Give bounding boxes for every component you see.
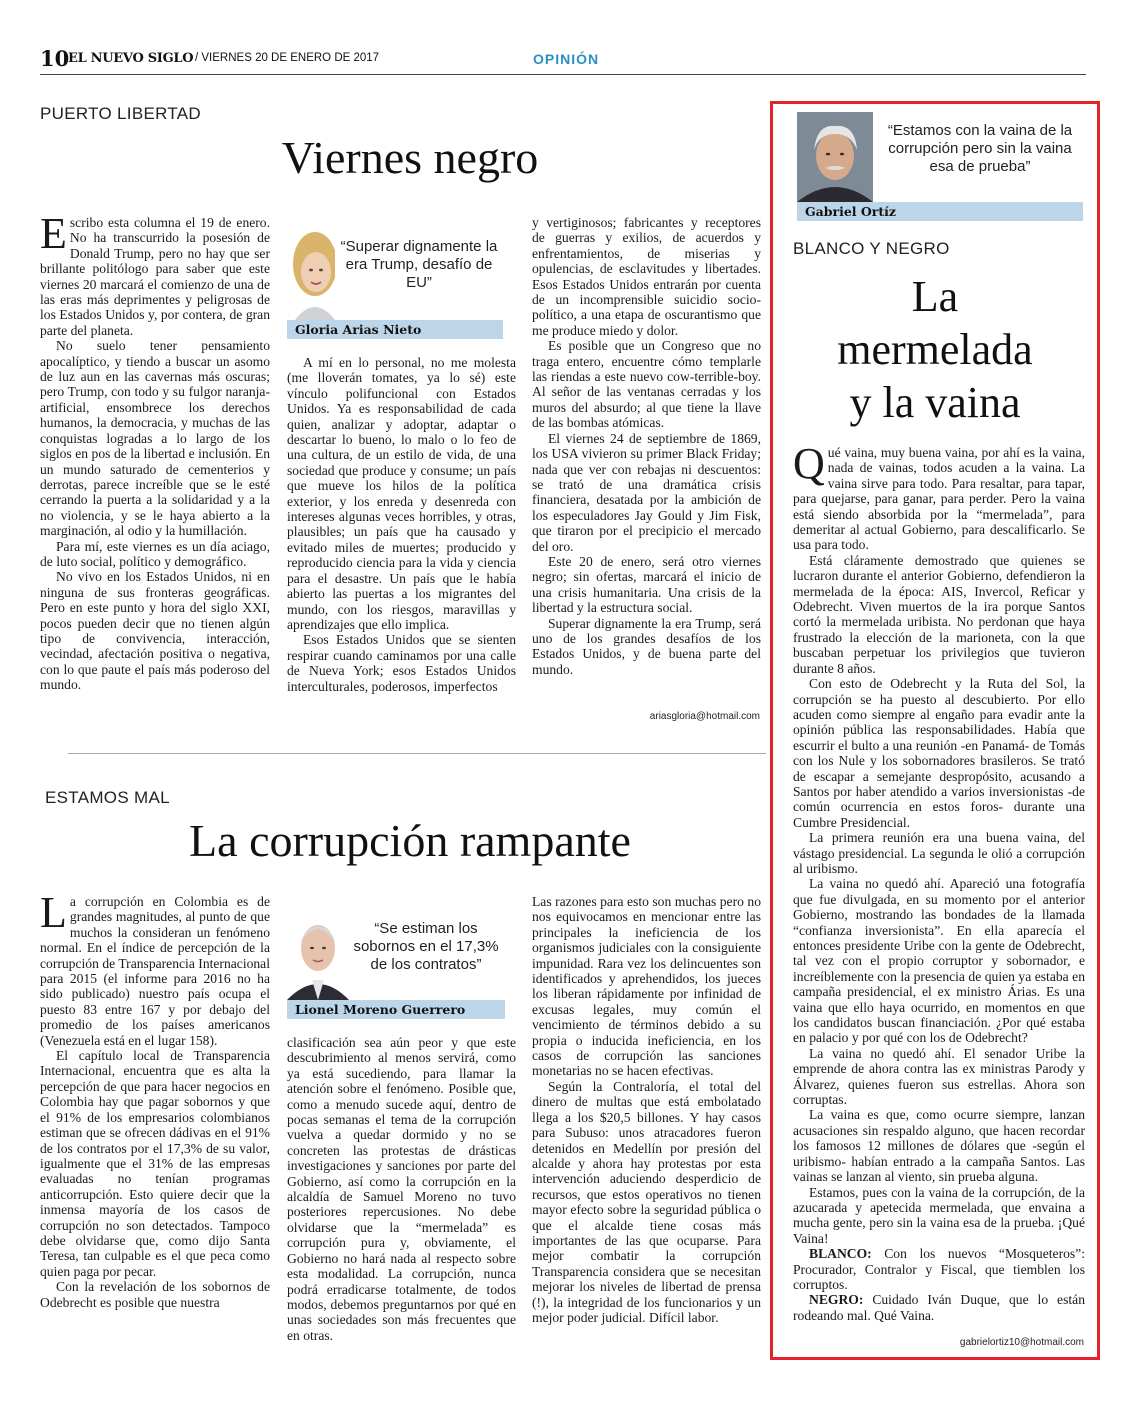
article1-paragraph: y vertiginosos; fabricantes y receptores de guerras y exilios, de acuerdos y enfrentamientos, de miserias y opulencias, de esclavitudes y libertades. Esos Estados Unidos entrarán por cuenta de un incomprensible suicidio socio-político, a una etapa de oscurantismo que me produce miedo y dolor. bbox=[532, 215, 761, 338]
article3-paragraph: La vaina no quedó ahí. El senador Uribe la emprende de ahora contra las ex ministras Parody y Álvarez, quienes fueron sus estrellas. Ahora son corruptas. bbox=[793, 1045, 1085, 1108]
article1-paragraph: Superar dignamente la era Trump, será uno de los grandes desafíos de los Estados Unidos, y de buena parte del mundo. bbox=[532, 615, 761, 677]
article3-title bbox=[785, 270, 1085, 429]
blanco-label: BLANCO: bbox=[809, 1246, 872, 1262]
article3-section-label: BLANCO Y NEGRO bbox=[793, 239, 950, 258]
article1-author-email[interactable]: ariasgloria@hotmail.com bbox=[649, 711, 760, 722]
author-photo-icon bbox=[287, 906, 349, 1000]
article3-pull-quote: “Estamos con la vaina de la corrupción pero sin la vaina esa de prueba” bbox=[887, 122, 1073, 175]
article3-dropcap: Q bbox=[793, 439, 825, 488]
author-portrait bbox=[797, 112, 873, 202]
article1-author-name: Gloria Arias Nieto bbox=[287, 320, 503, 339]
article1-column-2 bbox=[287, 355, 516, 725]
article3-paragraph: La vaina no quedó ahí. Apareció una fotografía que fue divulgada, en su momento por el anterior Gobierno, mostrando las bondades de la llamada “confianza inversionista”. En ella aparecía el entonces presidente Uribe con la gente de Odebrecht, tal vez con el propio corruptor y sobornador, e increíblemente con la presencia de quien ya estaba en campaña presidencial, el ex ministro Árias. Es una vaina que ello haya ocurrido, en momentos en que los candidatos buscan financiación. ¿Por qué estaba en palacio y por qué con los de Odebrecht? bbox=[793, 876, 1085, 1046]
article2-paragraph: Según la Contraloría, el total del dinero de multas que está embolatado llega a los $20,5 billones. Y hay casos para Subuso: unos atracadores fueron detenidos en Medellín por presión del alcalde y ahora hay protestas por esta intervención aduciendo desperdicio de recursos, que estos operativos no tienen mayor efecto sobre la seguridad pública o que el alcalde tiene cosas más importantes de las que ocuparse. Para mejor combatir la corrupción Transparencia considera que se necesitan mejorar los niveles de libertad de prensa (!), la integridad de los funcionarios y un mejor poder judicial. Difícil labor. bbox=[532, 1078, 761, 1325]
article1-paragraph: scribo esta columna el 19 de enero. No ha transcurrido la posesión de Donald Trump, pero no hay que ser brillante politólogo para saber que este viernes 20 marcará el comienzo de una de las eras más deprimentes y peligrosas de los Estados Unidos y, por contera, de gran parte del planeta. bbox=[40, 215, 270, 338]
article1-paragraph: El viernes 24 de septiembre de 1869, los USA vivieron su primer Black Friday; nada que ver con rebajas ni descuentos: se trató de una dramática crisis financiera, desatada por la ambición de los especuladores Jay Gould y Jim Fisk, que tiraron por el precipicio el mercado del oro. bbox=[532, 430, 761, 554]
article1-title: Viernes negro bbox=[281, 132, 539, 183]
article1-column-3 bbox=[532, 215, 761, 710]
negro-note bbox=[793, 1292, 1085, 1323]
section-name: OPINIÓN bbox=[533, 51, 600, 67]
article-divider bbox=[68, 753, 766, 754]
article3-paragraph: Estamos, pues con la vaina de la corrupción, de la azucarada y apetecida mermelada, que envaina a mucha gente, pero sin la vaina esa de la prueba. ¡Qué Vaina! bbox=[793, 1184, 1085, 1246]
page-number: 10 bbox=[40, 46, 70, 71]
article1-paragraph: Es posible que un Congreso que no traga entero, encuentre cómo templarle las riendas a este nuevo cow-terrible-boy. Al señor de las ventanas cerradas y los muros del absurdo; al que tiene la llave de las bombas atómicas. bbox=[532, 338, 761, 431]
article2-dropcap: L bbox=[40, 888, 67, 937]
article2-section-label: ESTAMOS MAL bbox=[45, 788, 170, 807]
paper-name: EL NUEVO SIGLO bbox=[68, 51, 194, 66]
article3-paragraph: La primera reunión era una buena vaina, del vástago presidencial. La segunda le olió a corrupción al uribismo. bbox=[793, 830, 1085, 876]
article2-paragraph: clasificación sea aún peor y que este descubrimiento al menos servirá, como ya está sucediendo, para llamar la atención sobre el fenómeno. Posible que, como a menudo sucede aquí, dentro de pocas semanas el tema de la corrupción vuelva a quedar dormido y no se concreten las protestas de drásticas investigaciones y sanciones por parte del Gobierno, así como la corrupción en la alcaldía de Samuel Moreno no tuvo posteriores repercusiones. No debe olvidarse que la “mermelada” es corrupción pura y, obviamente, el Gobierno no hará nada al respecto sobre esta modalidad. La corrupción, nunca podrá erradicarse totalmente, de todos modos, debemos preguntarnos por qué en unas sociedades son más frecuentes que en otras. bbox=[287, 1035, 516, 1343]
article3-author-email[interactable]: gabrielortiz10@hotmail.com bbox=[959, 1337, 1084, 1348]
article3-paragraph: Está cláramente demostrado que quienes se lucraron durante el anterior Gobierno, defendieron la mermelada de la época: AIS, Invercol, Reficar y Odebrecht. Viven muertos de la ira porque Santos cortó la mermelada uribista. No perdonan que haya frustrado la elección de la marioneta, con la que buscaban perpetuar los privilegios que tuvieron durante 8 años. bbox=[793, 552, 1085, 676]
article1-paragraph: A mí en lo personal, no me molesta (me lloverán tomates, ya lo sé) este vínculo polifuncional con Estados Unidos. Ya es responsabilidad de cada quien, analizar y adoptar, adaptar o descartar lo bueno, lo malo o lo feo de una cultura, de un estilo de vida, de una sociedad que produce y consume; un país que mueve los hilos de la política exterior, y los enreda y desenreda con intereses algunas veces horribles, y otras, plausibles; un país que ha causado y evitado miles de muertes; producido y reproducido ciencia para la vida y ciencia para el desastre. Un país que le había abierto las puertas a los migrantes del mundo, con los riesgos, maravillas y aprendizajes que ello implica. bbox=[287, 355, 516, 632]
article3-author-box bbox=[797, 112, 1085, 222]
header-rule bbox=[40, 74, 1086, 75]
article2-author-box bbox=[287, 906, 503, 1022]
article3-paragraph: ué vaina, muy buena vaina, por ahí es la vaina, nada de vainas, todos acuden a la vaina. La vaina sirve para todo. Para resaltar, para tapar, para quejarse, para ganar, para perder. Pero la vaina está siendo absorbida por la “mermelada”, para demeritar al actual Gobierno, para descalificarlo. Se usa para todo. bbox=[793, 445, 1085, 553]
article2-paragraph: a corrupción en Colombia es de grandes magnitudes, al punto de que muchos la consideran un fenómeno normal. En el índice de percepción de la corrupción de Transparencia Internacional para 2015 (el informe para 2016 no ha sido publicado) nuestro país ocupa el puesto 83 entre 167 y por debajo del promedio de los países americanos (Venezuela está en el lugar 158). bbox=[40, 894, 270, 1048]
author-portrait bbox=[287, 906, 349, 1000]
article1-paragraph: Esos Estados Unidos que se sienten respirar cuando caminamos por una calle de Nueva York; esos Estados Unidos interculturales, poderosos, imperfectos bbox=[287, 632, 516, 694]
article1-column-1 bbox=[40, 209, 270, 725]
page-header bbox=[40, 44, 1086, 74]
title-line: La bbox=[911, 272, 959, 321]
article2-title: La corrupción rampante bbox=[189, 815, 631, 866]
article2-column-3 bbox=[532, 894, 761, 1364]
article3-column bbox=[793, 439, 1085, 1340]
article2-column-2 bbox=[287, 1035, 516, 1365]
article3-paragraph: La vaina es que, como ocurre siempre, lanzan acusaciones sin respaldo alguno, que hacen recordar los famosos 12 millones de dólares que -según el uribismo- habían entrado a la campaña Santos. Las vainas se lanzan al viento, sin prueba alguna. bbox=[793, 1107, 1085, 1185]
author-photo-icon bbox=[797, 112, 873, 202]
article1-author-box bbox=[287, 224, 503, 342]
article1-paragraph: Para mí, este viernes es un día aciago, de luto social, político y demográfico. bbox=[40, 538, 270, 569]
article1-section-label: PUERTO LIBERTAD bbox=[40, 104, 202, 123]
negro-label: NEGRO: bbox=[809, 1292, 864, 1308]
article1-paragraph: Este 20 de enero, será otro viernes negro; sin ofertas, marcará el inicio de una crisis humanitaria. Una crisis de la libertad y la estructura social. bbox=[532, 553, 761, 616]
article1-paragraph: No suelo tener pensamiento apocalíptico, y tiendo a buscar un asomo de luz aun en las cavernas más oscuras; pero Trump, con todo y su fulgor naranja-artificial, ensombrece los derechos humanos, la democracia, y muchas de las conquistas logradas a lo largo de los siglos en pos de la libertad e inclusión. En un mundo saturado de cementerios y derrotas, parece increíble que se le esté cerrando la puerta a la solidaridad y a la no violencia, y se le haya abierto a la marginación, al odio y la humillación. bbox=[40, 338, 270, 539]
article2-pull-quote: “Se estiman los sobornos en el 17,3% de los contratos” bbox=[353, 920, 499, 973]
article3-paragraph: Con esto de Odebrecht y la Ruta del Sol, la corrupción se ha puesto al descubierto. Por ello acuden como siempre al engaño para evadir ante la opinión pública las responsabilidades. Había que escurrir el bulto a una reunión -en Panamá- de Tomás con los Nule y los sobornadores brasileros. Se trató de escapar a semejante despropósito, acusando a Santos por haber atendido a varios inversionistas -de común ocurrencia en estos foros- durante una Cumbre Presidencial. bbox=[793, 676, 1085, 830]
author-portrait bbox=[287, 224, 335, 320]
article3-author-name: Gabriel Ortíz bbox=[797, 202, 1083, 221]
issue-date: / VIERNES 20 DE ENERO DE 2017 bbox=[195, 52, 380, 64]
article1-dropcap: E bbox=[40, 209, 67, 258]
blanco-note bbox=[793, 1246, 1085, 1292]
author-photo-icon bbox=[287, 224, 335, 320]
title-line: y la vaina bbox=[849, 378, 1021, 427]
blanco-text: Con los nuevos “Mosqueteros”: Procurador, Contralor y Fiscal, que tiemblen los corruptos. bbox=[793, 1246, 1085, 1292]
article1-paragraph: No vivo en los Estados Unidos, ni en ninguna de sus fronteras geográficas. Pero en este punto y hora del siglo XXI, pocos pueden decir que no tienen algún tipo de convivencia, interacción, vecindad, afectación positiva o negativa, con lo que paute el país más poderoso del mundo. bbox=[40, 569, 270, 693]
article2-author-name: Lionel Moreno Guerrero bbox=[287, 1000, 505, 1019]
negro-text: Cuidado Iván Duque, que lo están rodeando mal. Qué Vaina. bbox=[793, 1292, 1085, 1323]
article2-paragraph: Las razones para esto son muchas pero no nos equivocamos en mencionar entre las principales la ineficiencia de los organismos judiciales con la consiguiente impunidad. Rara vez los delincuentes son identificados y aprehendidos, los jueces los liberan rápidamente por infinidad de excusas legales, muy común el vencimiento de términos debido a su propia o inducida ineficiencia, en los casos de corrupción las sanciones monetarias no se hacen efectivas. bbox=[532, 894, 761, 1079]
article2-paragraph: Con la revelación de los sobornos de Odebrecht es posible que nuestra bbox=[40, 1279, 270, 1310]
article2-paragraph: El capítulo local de Transparencia Internacional, encuentra que es alta la percepción de que para hacer negocios en Colombia hay que pagar sobornos y que el 91% de los empresarios colombianos estiman que se ofrecen dádivas en el 91% de los contratos por el 17,3% de su valor, igualmente que el 31% de las empresas evaluadas no tenían programas anticorrupción. Esto quiere decir que la inmensa mayoría de los casos de corrupción no son detectados. Tampoco debe olvidarse que, como dijo Santa Teresa, tan culpable es el que peca como quien paga por pecar. bbox=[40, 1048, 270, 1279]
article1-pull-quote: “Superar dignamente la era Trump, desafío de EU” bbox=[340, 238, 498, 291]
title-line: mermelada bbox=[837, 325, 1033, 374]
article2-column-1 bbox=[40, 888, 270, 1364]
